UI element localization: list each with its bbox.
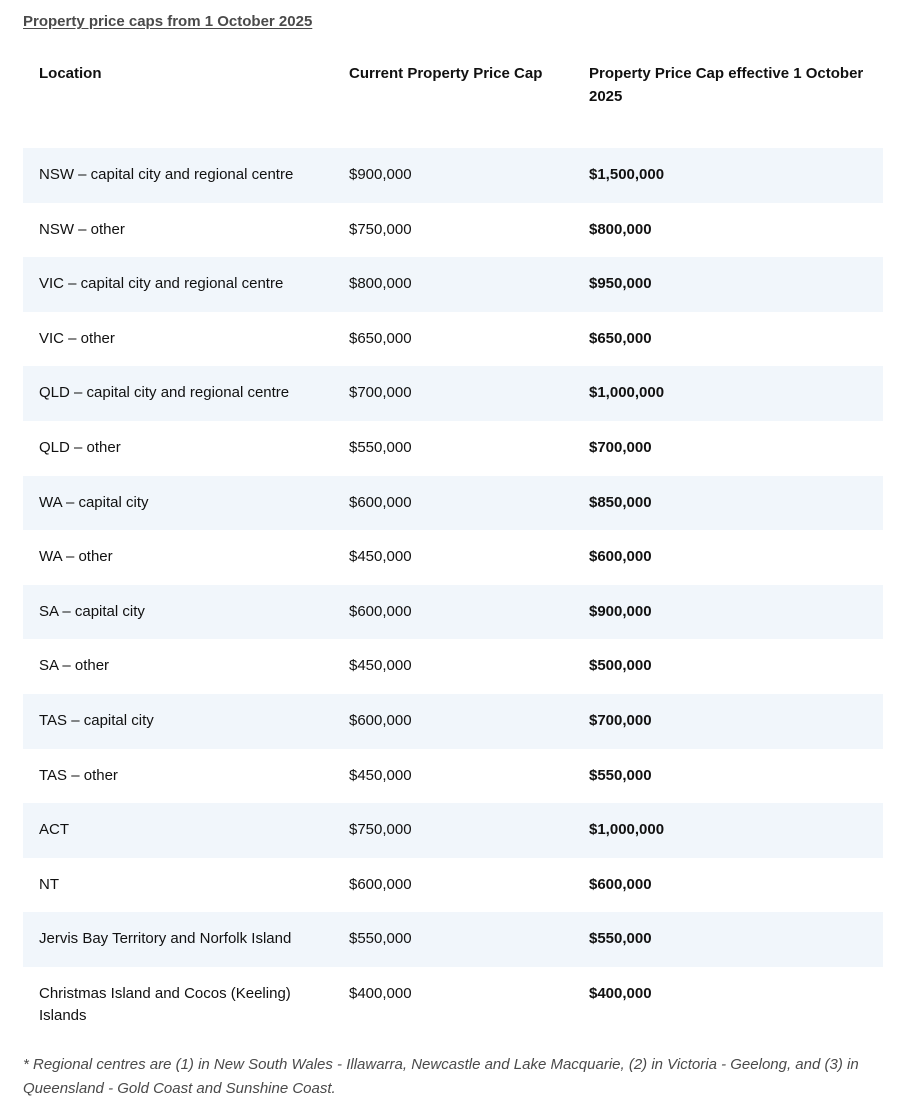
table-row [23,366,883,421]
new-cap-cell: $550,000 [573,912,883,967]
current-cap-cell: $750,000 [349,220,412,238]
current-cap-cell: $600,000 [333,476,573,531]
new-cap-cell: $800,000 [589,220,652,238]
location-cell: ACT [23,803,333,858]
current-cap-cell: $750,000 [333,803,573,858]
table-row [23,585,883,640]
location-cell: NSW – other [39,220,125,238]
current-cap-cell: $550,000 [333,912,573,967]
location-cell: NSW – capital city and regional centre [23,148,333,203]
new-cap-cell: $600,000 [589,875,652,893]
location-cell: Jervis Bay Territory and Norfolk Island [23,912,333,967]
column-header-new-cap: Property Price Cap effective 1 October 2025 [589,65,864,105]
table-row [23,476,883,531]
new-cap-cell: $1,500,000 [573,148,883,203]
table-row [23,858,883,913]
current-cap-cell: $550,000 [349,438,412,456]
current-cap-cell: $400,000 [349,984,412,1002]
new-cap-cell: $600,000 [589,548,652,566]
content [23,12,883,1116]
new-cap-cell: $550,000 [589,766,652,784]
new-cap-cell: $1,000,000 [573,803,883,858]
footnote: * Regional centres are (1) in New South Wales - Illawarra, Newcastle and Lake Macquarie, (2) in Victoria - Geelong, and (3) in Queensland - Gold Coast and Sunshine Coast. [23,1055,859,1097]
new-cap-cell: $650,000 [589,329,652,347]
current-cap-cell: $650,000 [349,329,412,347]
table-row [23,803,883,858]
location-cell: WA – capital city [23,476,333,531]
new-cap-cell: $850,000 [573,476,883,531]
new-cap-cell: $1,000,000 [573,366,883,421]
current-cap-cell: $450,000 [349,548,412,566]
location-cell: QLD – capital city and regional centre [23,366,333,421]
location-cell: VIC – other [39,329,115,347]
table-row [23,530,883,585]
location-cell: TAS – other [39,766,118,784]
new-cap-cell: $900,000 [573,585,883,640]
table-row [23,312,883,367]
current-cap-cell: $450,000 [349,766,412,784]
current-cap-cell: $900,000 [333,148,573,203]
location-cell: VIC – capital city and regional centre [23,257,333,312]
table-row [23,257,883,312]
current-cap-cell: $600,000 [333,694,573,749]
table-row [23,639,883,694]
new-cap-cell: $400,000 [589,984,652,1002]
column-header-current-cap: Current Property Price Cap [349,65,543,82]
price-cap-table [23,55,883,1039]
current-cap-cell: $450,000 [349,657,412,675]
location-cell: TAS – capital city [23,694,333,749]
location-cell: Christmas Island and Cocos (Keeling) Islands [39,984,291,1024]
table-row [23,749,883,804]
location-cell: SA – capital city [23,585,333,640]
current-cap-cell: $800,000 [333,257,573,312]
current-cap-cell: $600,000 [333,585,573,640]
table-header-row [23,55,883,148]
location-cell: QLD – other [39,438,121,456]
current-cap-cell: $700,000 [333,366,573,421]
new-cap-cell: $700,000 [589,438,652,456]
table-row [23,421,883,476]
section-heading-link[interactable]: Property price caps from 1 October 2025 [23,13,313,30]
new-cap-cell: $950,000 [573,257,883,312]
column-header-location: Location [39,65,102,82]
current-cap-cell: $600,000 [349,875,412,893]
table-row [23,967,883,1039]
location-cell: SA – other [39,657,110,675]
table-row [23,694,883,749]
new-cap-cell: $500,000 [589,657,652,675]
new-cap-cell: $700,000 [573,694,883,749]
location-cell: WA – other [39,548,113,566]
location-cell: NT [39,875,59,893]
table-row [23,912,883,967]
table-row [23,148,883,203]
table-row [23,203,883,258]
